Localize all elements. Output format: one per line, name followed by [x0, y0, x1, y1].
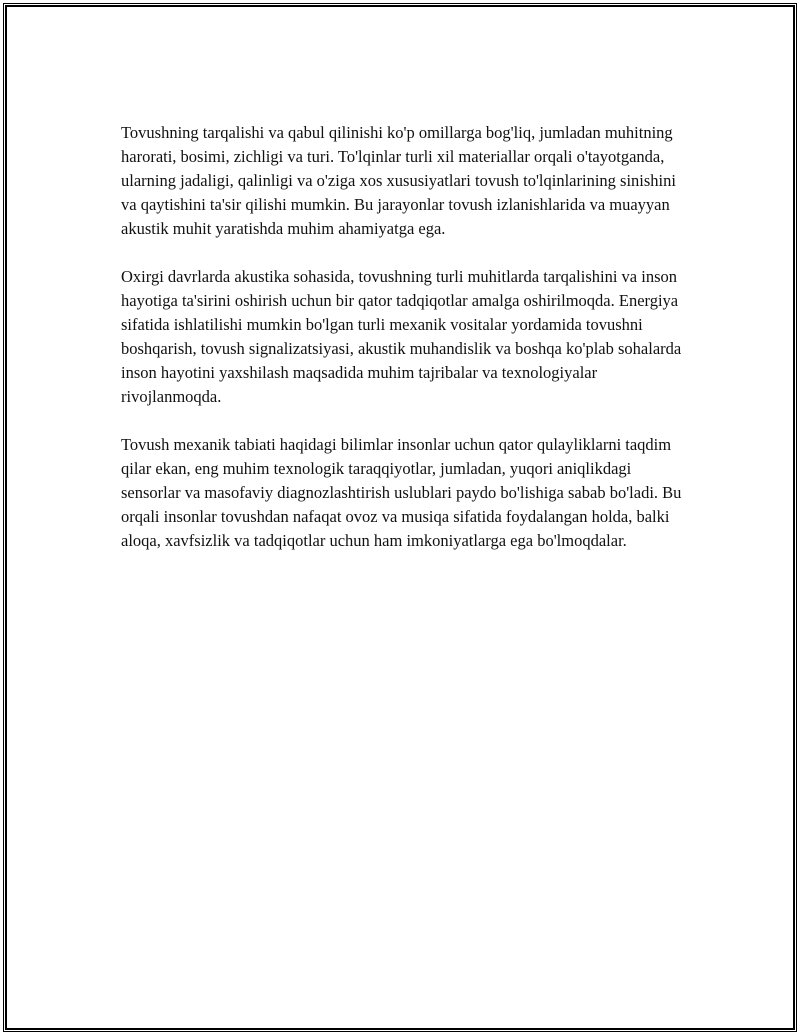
- paragraph-2: Oxirgi davrlarda akustika sohasida, tovushning turli muhitlarda tarqalishini va inson hayotiga ta'sirini oshirish uchun bir qator tadqiqotlar amalga oshirilmoqda. Energiya sifatida ishlatilishi mumkin bo'lgan turli mexanik vositalar yordamida tovushni boshqarish, tovush signalizatsiyasi, akustik muhandislik va boshqa ko'plab sohalarda inson hayotini yaxshilash maqsadida muhim tajribalar va texnologiyalar rivojlanmoqda.: [121, 267, 682, 406]
- paragraph-3: Tovush mexanik tabiati haqidagi bilimlar insonlar uchun qator qulayliklarni taqdim qilar ekan, eng muhim texnologik taraqqiyotlar, jumladan, yuqori aniqlikdagi sensorlar va masofaviy diagnozlashtirish uslublari paydo bo'lishiga sabab bo'ladi. Bu orqali insonlar tovushdan nafaqat ovoz va musiqa sifatida foydalangan holda, balki aloqa, xavfsizlik va tadqiqotlar uchun ham imkoniyatlarga ega bo'lmoqdalar.: [121, 435, 682, 550]
- paragraph-1: Tovushning tarqalishi va qabul qilinishi ko'p omillarga bog'liq, jumladan muhitning harorati, bosimi, zichligi va turi. To'lqinlar turli xil materiallar orqali o'tayotganda, ularning jadaligi, qalinligi va o'ziga xos xususiyatlari tovush to'lqinlarining sinishini va qaytishini ta'sir qilishi mumkin. Bu jarayonlar tovush izlanishlarida va muayyan akustik muhit yaratishda muhim ahamiyatga ega.: [121, 123, 676, 238]
- document-body: [121, 121, 691, 577]
- page-border: [3, 3, 797, 1032]
